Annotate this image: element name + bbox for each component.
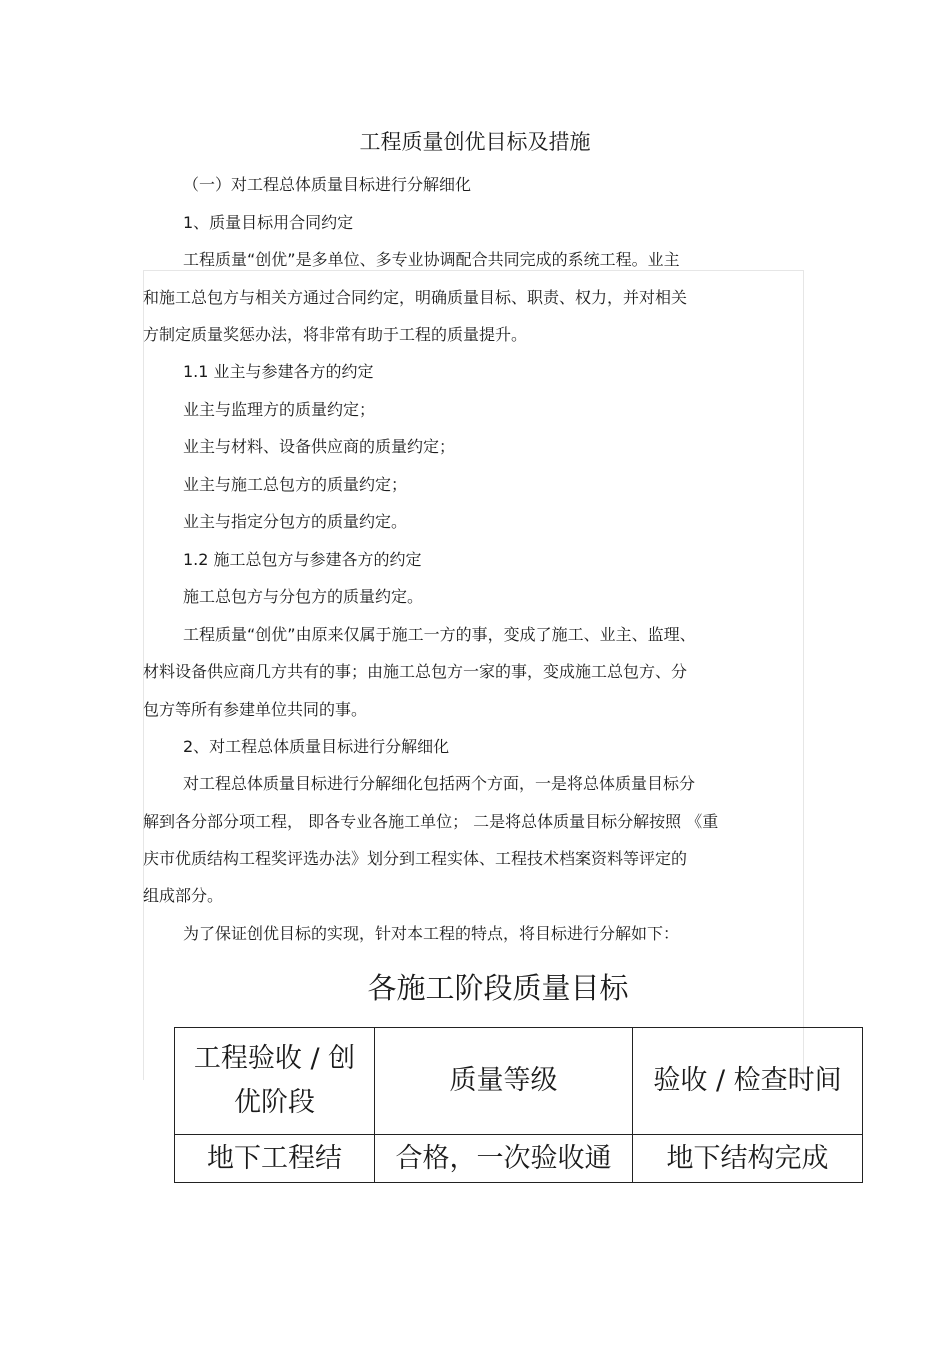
paragraph-3-line: 对工程总体质量目标进行分解细化包括两个方面，一是将总体质量目标分	[183, 774, 696, 793]
subheading-1: 1、质量目标用合同约定	[183, 213, 354, 232]
list-item: 施工总包方与分包方的质量约定。	[183, 587, 424, 606]
paragraph-3-line: 解到各分部分项工程， 即各专业各施工单位； 二是将总体质量目标分解按照 《重	[143, 812, 719, 831]
list-item: 业主与指定分包方的质量约定。	[183, 512, 408, 531]
scan-frame-right	[803, 270, 804, 1080]
paragraph-3-line: 组成部分。	[143, 886, 224, 905]
table-cell: 地下结构完成	[633, 1135, 863, 1183]
quality-target-table	[174, 1027, 863, 1183]
paragraph-2-line: 包方等所有参建单位共同的事。	[143, 700, 368, 719]
paragraph-2-line: 材料设备供应商几方共有的事；由施工总包方一家的事，变成施工总包方、分	[143, 662, 688, 681]
table-header-cell: 验收 / 检查时间	[633, 1028, 863, 1135]
document-title: 工程质量创优目标及措施	[359, 130, 591, 154]
table-row	[175, 1135, 863, 1183]
table-cell: 地下工程结	[175, 1135, 375, 1183]
subheading-1-1: 1.1 业主与参建各方的约定	[183, 362, 374, 381]
list-item: 业主与材料、设备供应商的质量约定；	[183, 437, 456, 456]
table-header-cell: 工程验收 / 创优阶段	[175, 1028, 375, 1135]
table-header-cell: 质量等级	[375, 1028, 633, 1135]
paragraph-3-line: 庆市优质结构工程奖评选办法》划分到工程实体、工程技术档案资料等评定的	[143, 849, 688, 868]
list-item: 业主与施工总包方的质量约定；	[183, 475, 408, 494]
list-item: 业主与监理方的质量约定；	[183, 400, 376, 419]
section-heading: （一）对工程总体质量目标进行分解细化	[183, 175, 472, 194]
table-title: 各施工阶段质量目标	[367, 971, 629, 1005]
paragraph-1-line: 工程质量“创优”是多单位、多专业协调配合共同完成的系统工程。业主	[183, 250, 680, 269]
paragraph-2-line: 工程质量“创优”由原来仅属于施工一方的事，变成了施工、业主、监理、	[183, 625, 696, 644]
table-header-row	[175, 1028, 863, 1135]
scan-frame-top	[143, 270, 803, 271]
subheading-2: 2、对工程总体质量目标进行分解细化	[183, 737, 450, 756]
table-cell: 合格，一次验收通	[375, 1135, 633, 1183]
paragraph-1-line: 方制定质量奖惩办法，将非常有助于工程的质量提升。	[143, 325, 528, 344]
paragraph-1-line: 和施工总包方与相关方通过合同约定，明确质量目标、职责、权力，并对相关	[143, 288, 688, 307]
subheading-1-2: 1.2 施工总包方与参建各方的约定	[183, 550, 422, 569]
paragraph-4: 为了保证创优目标的实现，针对本工程的特点，将目标进行分解如下：	[183, 924, 680, 943]
